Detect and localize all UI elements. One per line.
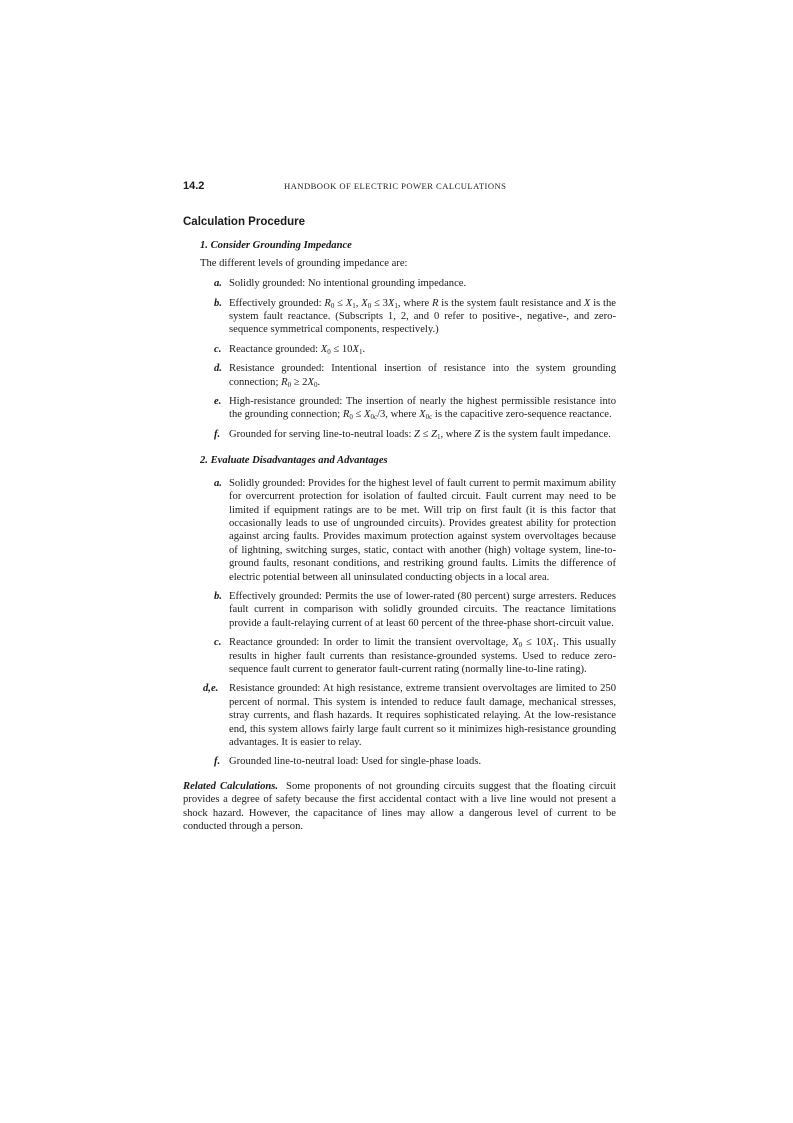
item-label: d,e. [203, 683, 219, 695]
item-label: d. [214, 363, 222, 375]
step-2-title: 2. Evaluate Disadvantages and Advantages [200, 455, 388, 467]
item-text: Grounded line-to-neutral load: Used for single-phase loads. [229, 756, 482, 768]
item-label: e. [214, 396, 222, 408]
item-label: b. [214, 590, 222, 602]
item-text: Resistance grounded: At high resistance, extreme transient overvoltages are limited to 250 percent of normal. This system is intended to reduce fault damage, mechanical stresses, stray currents, and flash hazards. It requires sophisticated relaying. At the low-resistance end, this system allows fairly large fault current so it minimizes high-resistance grounding advantages. It is easier to relay. [229, 683, 616, 748]
list-item [183, 395, 616, 422]
item-text: High-resistance grounded: The insertion of nearly the highest permissible resistance into the grounding connection; $R_0 \le X_{0c}/3$, where $X_{0c}$ is the capacitive zero-sequence reactance. [229, 396, 616, 422]
item-text: Grounded for serving line-to-neutral loads: $Z \le Z_1$, where Z is the system fault impedance. [229, 428, 611, 441]
page-content [183, 180, 616, 833]
item-text: Effectively grounded: Permits the use of lower-rated (80 percent) surge arresters. Reduces fault current in comparison with solidly grounded circuits. The reactance limitations provide a fault-relaying current of at least 60 percent of the three-phase short-circuit value. [229, 590, 616, 629]
item-label: c. [214, 343, 222, 355]
grounding-levels-list [183, 277, 616, 441]
advantages-list [183, 477, 616, 769]
list-item [183, 682, 616, 749]
list-item [183, 362, 616, 389]
list-item [183, 755, 616, 768]
list-item [183, 297, 616, 337]
item-label: f. [214, 756, 221, 768]
page-number: 14.2 [183, 180, 205, 192]
item-text: Solidly grounded: No intentional grounding impedance. [229, 278, 467, 290]
step-1-intro: The different levels of grounding impedance are: [200, 257, 408, 269]
section-title: Calculation Procedure [183, 216, 306, 228]
list-item [183, 477, 616, 584]
item-label: a. [214, 278, 222, 290]
list-item [183, 636, 616, 676]
list-item [183, 277, 616, 290]
related-calculations-text: Some proponents of not grounding circuits suggest that the floating circuit provides a degree of safety because the first accidental contact with a live line would not present a shock hazard. However, the capacitance of lines may allow a dangerous level of current to be conducted through a person. [183, 780, 616, 833]
item-label: b. [214, 297, 222, 309]
item-text: Reactance grounded: In order to limit the transient overvoltage, $X_0 \le 10X_1$. This usually results in higher fault currents than resistance-grounded systems. Used to reduce zero-sequence fault current to generator fault-current rating (normally line-to-line rating). [229, 637, 616, 675]
related-calculations [183, 780, 616, 834]
step-1-title: 1. Consider Grounding Impedance [200, 240, 352, 252]
related-calculations-heading: Related Calculations. [183, 780, 279, 792]
running-title: HANDBOOK OF ELECTRIC POWER CALCULATIONS [284, 181, 507, 191]
item-text: Resistance grounded: Intentional insertion of resistance into the system grounding connection; $R_0 \ge 2X_0$. [229, 363, 616, 389]
list-item [183, 428, 616, 441]
item-text: Effectively grounded: $R_0 \le X_1$, $X_0 \le 3X_1$, where R is the system fault resistance and X is the system fault reactance. (Subscripts 1, 2, and 0 refer to positive-, negative-, and zero-sequence symmetrical components, respectively.) [229, 297, 616, 336]
page-header [183, 180, 616, 194]
item-text: Reactance grounded: $X_0 \le 10X_1$. [229, 343, 366, 356]
list-item [183, 590, 616, 630]
item-label: c. [214, 637, 222, 649]
item-text: Solidly grounded: Provides for the highest level of fault current to permit maximum ability for overcurrent protection for isolation of faulted circuit. Fault current may need to be limited if equipment ratings are to be met. Will trip on first fault (it is this factor that occasionally leads to use of ungrounded circuits). Provides greatest ability for protection against arcing faults. Provides maximum protection against system overvoltages because of lightning, switching surges, static, contact with another (high) voltage system, line-to-ground faults, resonant conditions, and restriking ground faults. Limits the difference of electric potential between all uninsulated conducting objects in a local area. [229, 477, 616, 583]
list-item [183, 343, 616, 356]
item-label: a. [214, 477, 222, 489]
item-label: f. [214, 428, 221, 440]
